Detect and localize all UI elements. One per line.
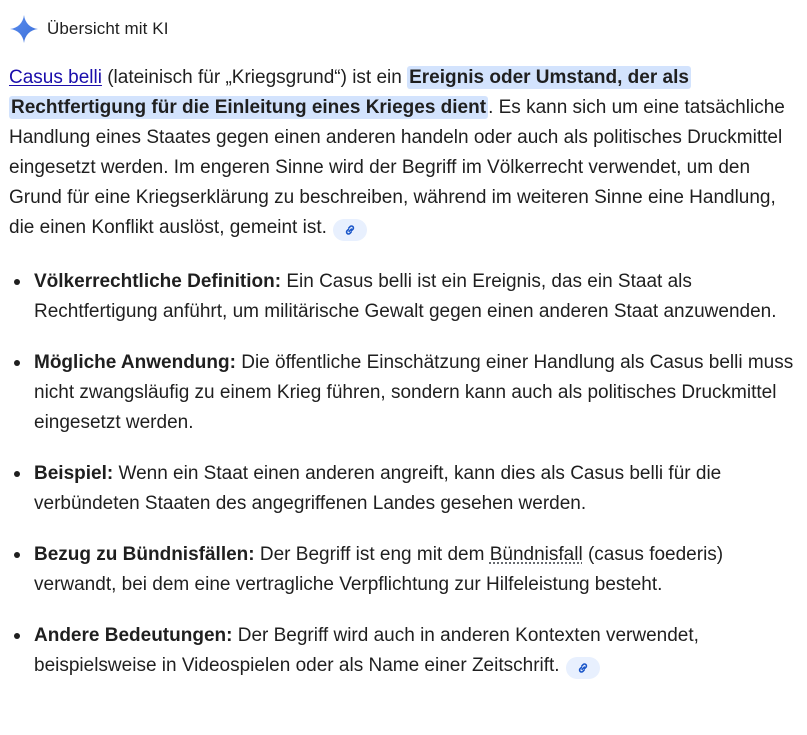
source-link-chip[interactable] <box>333 219 367 241</box>
bullet-term: Beispiel: <box>34 463 114 484</box>
bullet-term: Völkerrechtliche Definition: <box>34 271 282 292</box>
bullet-term: Bezug zu Bündnisfällen: <box>34 544 255 565</box>
bullet-text-before: Der Begriff ist eng mit dem <box>254 544 490 565</box>
list-item <box>9 540 799 600</box>
bullet-dot <box>14 633 20 639</box>
bullet-text: Wenn ein Staat einen anderen angreift, kann dies als Casus belli für die verbündeten Staaten des angegriffenen Landes gesehen werden. <box>34 463 722 514</box>
link-icon <box>343 223 357 237</box>
bullet-dot <box>14 360 20 366</box>
bullet-text: Die öffentliche Einschätzung einer Handlung als Casus belli muss nicht zwangsläufig zu einem Krieg führen, sondern kann auch als politisches Druckmittel eingesetzt werden. <box>34 352 794 433</box>
sparkle-icon <box>9 14 39 44</box>
bullet-text: Ein Casus belli ist ein Ereignis, das ein Staat als Rechtfertigung anführt, um militärische Gewalt gegen einen anderen Staat anzuwenden. <box>34 271 777 322</box>
highlighted-definition: Ereignis oder Umstand, der als Rechtfertigung für die Einleitung eines Krieges dient <box>11 67 689 118</box>
bullet-term: Mögliche Anwendung: <box>34 352 236 373</box>
ai-overview-header <box>9 12 169 46</box>
link-icon <box>576 661 590 675</box>
bullet-dot <box>14 279 20 285</box>
bullet-dot <box>14 552 20 558</box>
list-item <box>9 348 799 438</box>
bullet-text-after: (casus foederis) verwandt, bei dem eine vertragliche Verpflichtung zur Hilfeleistung besteht. <box>34 544 724 595</box>
buendnisfall-link[interactable]: Bündnisfall <box>489 544 583 565</box>
bullet-dot <box>14 471 20 477</box>
casus-belli-link[interactable]: Casus belli <box>9 67 102 88</box>
source-link-chip[interactable] <box>566 657 600 679</box>
bullet-term: Andere Bedeutungen: <box>34 625 233 646</box>
bullet-text: Der Begriff wird auch in anderen Kontexten verwendet, beispielsweise in Videospielen oder als Name einer Zeitschrift. <box>34 625 699 676</box>
intro-text-1: (lateinisch für „Kriegsgrund“) ist ein <box>101 67 408 88</box>
header-title: Übersicht mit KI <box>47 19 169 38</box>
overview-content <box>9 63 799 702</box>
intro-paragraph <box>9 63 799 243</box>
list-item <box>9 621 799 681</box>
bullet-list <box>9 267 799 681</box>
list-item <box>9 267 799 327</box>
list-item <box>9 459 799 519</box>
intro-text-2: . Es kann sich um eine tatsächliche Handlung eines Staates gegen einen anderen handeln oder auch als politisches Druckmittel eingesetzt werden. Im engeren Sinne wird der Begriff im Völkerrecht verwendet, um den Grund für eine Kriegserklärung zu beschreiben, während im weiteren Sinne eine Handlung, die einen Konflikt auslöst, gemeint ist. <box>9 97 785 238</box>
